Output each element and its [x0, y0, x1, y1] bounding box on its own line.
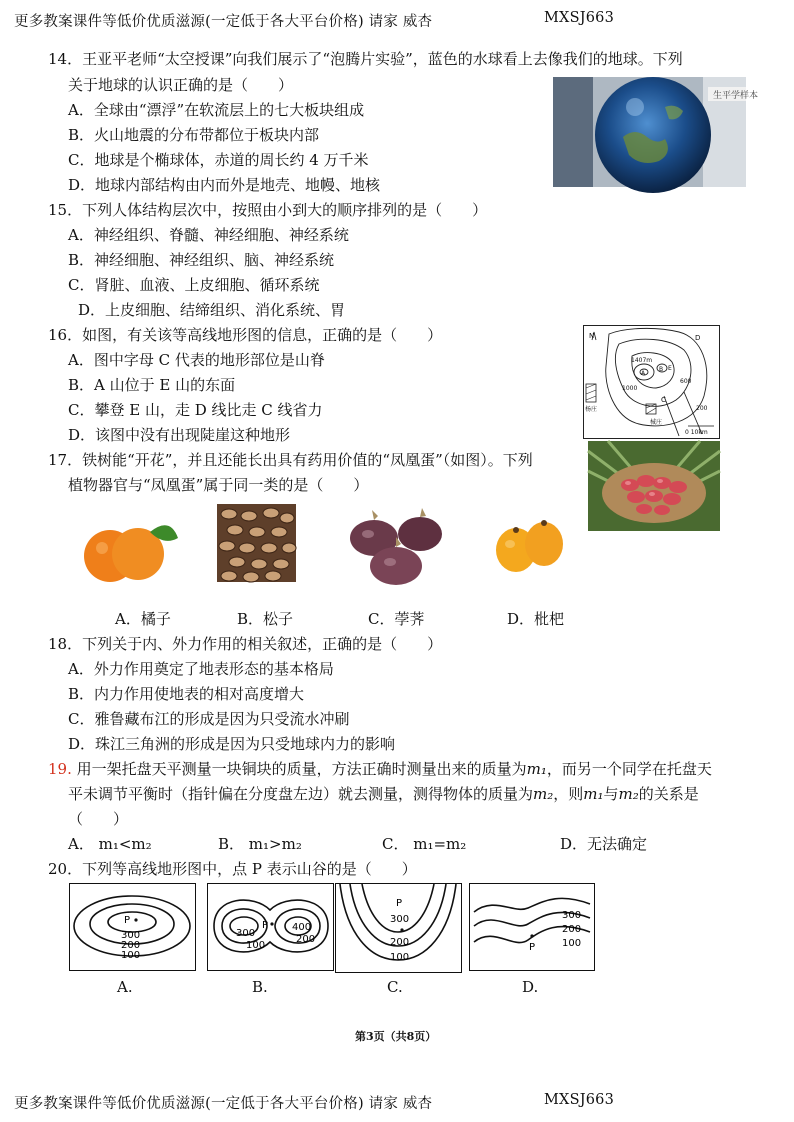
- q20-option-c: C.: [387, 978, 403, 996]
- q19-option-b: B． m₁>m₂: [218, 835, 302, 853]
- q16-option-a: A．图中字母 C 代表的地形部位是山脊: [68, 351, 325, 369]
- q18-option-a: A．外力作用奠定了地表形态的基本格局: [68, 660, 334, 678]
- loquat-image: [492, 514, 566, 578]
- map-village-2: 械庄: [650, 419, 663, 426]
- q19-stem-line1: [48, 760, 712, 778]
- map-north-label: N: [589, 332, 595, 340]
- q19-stem-line3: （ ）: [68, 810, 129, 828]
- map-label-a: A: [641, 370, 646, 377]
- map-contour-200: 200: [696, 405, 708, 412]
- diag-b-400: 400: [292, 922, 312, 933]
- q17-stem-line2: 植物器官与“凤凰蛋”属于同一类的是（ ）: [68, 476, 369, 494]
- tangerine-image: [80, 510, 180, 590]
- q20-option-b: B.: [252, 978, 268, 996]
- q16-option-c: C．攀登 E 山，走 D 线比走 C 线省力: [68, 401, 323, 419]
- map-label-e: E: [668, 365, 672, 372]
- diag-a-200: 200: [121, 940, 141, 951]
- q19-stem-line2: [68, 785, 699, 803]
- map-label-c: C: [661, 396, 666, 404]
- q17-option-a: A．橘子: [115, 610, 171, 628]
- contour-map-figure: [583, 325, 720, 439]
- q19-stem2-d: 的关系是: [638, 785, 699, 803]
- diag-b-100: 100: [246, 940, 266, 951]
- q14-option-d: D．地球内部结构由内而外是地壳、地幔、地核: [68, 176, 381, 194]
- diag-c-p: P: [396, 898, 403, 909]
- pine-nuts-image: [217, 504, 296, 582]
- q19-m1-b: m₁: [583, 785, 604, 803]
- q19-option-c: C． m₁=m₂: [382, 835, 467, 853]
- contour-diagram-d: [469, 883, 595, 971]
- q15-option-c: C．肾脏、血液、上皮细胞、循环系统: [68, 276, 320, 294]
- q19-stem1-a: 用一架托盘天平测量一块铜块的质量，方法正确时测量出来的质量为: [71, 760, 527, 778]
- contour-diagram-c: [335, 883, 462, 973]
- contour-diagram-b: [207, 883, 334, 971]
- diag-b-200: 200: [296, 934, 316, 945]
- diag-c-200: 200: [390, 937, 410, 948]
- footer-banner: [14, 1092, 432, 1113]
- q14-option-b: B．火山地震的分布带都位于板块内部: [68, 126, 320, 144]
- contour-diagram-a: [69, 883, 196, 971]
- header-code: MXSJ663: [544, 10, 614, 26]
- header-text: 更多教案课件等低价优质滋源(一定低于各大平台价格) 请家 威杏: [14, 14, 433, 30]
- map-label-b: B: [659, 366, 664, 373]
- q19-stem2-b: ，则: [553, 785, 584, 803]
- diag-d-200: 200: [562, 924, 582, 935]
- q19-option-a: A． m₁<m₂: [68, 835, 152, 853]
- q18-option-d: D．珠江三角洲的形成是因为只受地球内力的影响: [68, 735, 396, 753]
- q14-stem-line1: 14．王亚平老师“太空授课”向我们展示了“泡腾片实验”，蓝色的水球看上去像我们的地球。下列: [48, 50, 683, 68]
- q19-stem1-b: ，而另一个同学在托盘天: [546, 760, 712, 778]
- q19-m2: m₂: [533, 785, 554, 803]
- footer-text: 更多教案课件等低价优质滋源(一定低于各大平台价格) 请家 威杏: [14, 1096, 433, 1112]
- q17-stem-line1: 17．铁树能“开花”，并且还能长出具有药用价值的“凤凰蛋”（如图）。下列: [48, 451, 533, 469]
- q17-option-c: C．荸荠: [368, 610, 425, 628]
- diag-d-100: 100: [562, 938, 582, 949]
- q15-option-b: B．神经细胞、神经组织、脑、神经系统: [68, 251, 335, 269]
- diag-c-300: 300: [390, 914, 410, 925]
- q19-stem2-a: 平未调节平衡时（指针偏在分度盘左边）就去测量，测得物体的质量为: [68, 785, 534, 803]
- page-number: 第3页（共8页）: [355, 1030, 437, 1043]
- diag-b-300: 300: [236, 928, 256, 939]
- water-globe-photo: [553, 77, 759, 187]
- phoenix-egg-photo: [588, 441, 720, 531]
- q19-m2-b: m₂: [618, 785, 639, 803]
- diag-a-p: P: [124, 915, 131, 926]
- diag-a-300: 300: [121, 930, 141, 941]
- q19-stem2-c: 与: [603, 785, 619, 803]
- q19-option-d: D．无法确定: [560, 835, 648, 853]
- diag-a-100: 100: [121, 950, 141, 961]
- q14-option-a: A．全球由“漂浮”在软流层上的七大板块组成: [68, 101, 365, 119]
- q20-option-a: A.: [117, 978, 133, 996]
- q17-option-d: D．枇杷: [507, 610, 565, 628]
- q18-stem: 18．下列关于内、外力作用的相关叙述，正确的是（ ）: [48, 635, 443, 653]
- q15-stem: 15．下列人体结构层次中，按照由小到大的顺序排列的是（ ）: [48, 201, 488, 219]
- map-village-1: 杨庄: [585, 406, 598, 413]
- q14-option-c: C．地球是个椭球体，赤道的周长约 4 万千米: [68, 151, 369, 169]
- q17-option-b: B．松子: [237, 610, 294, 628]
- map-contour-1000: 1000: [622, 385, 638, 392]
- q14-stem-line2: 关于地球的认识正确的是（ ）: [68, 76, 294, 94]
- water-chestnut-image: [344, 508, 448, 588]
- diag-c-100: 100: [390, 952, 410, 963]
- q16-option-d: D．该图中没有出现陡崖这种地形: [68, 426, 291, 444]
- diag-d-300: 300: [562, 910, 582, 921]
- map-peak-elev: 1407m: [631, 357, 653, 364]
- q20-option-d: D.: [522, 978, 539, 996]
- q20-stem: 20．下列等高线地形图中，点 P 表示山谷的是（ ）: [48, 860, 417, 878]
- q16-option-b: B．A 山位于 E 山的东面: [68, 376, 236, 394]
- footer-code: MXSJ663: [544, 1092, 614, 1108]
- photo-caption: 生平学样本: [713, 91, 759, 101]
- q18-option-b: B．内力作用使地表的相对高度增大: [68, 685, 305, 703]
- q16-stem: 16．如图，有关该等高线地形图的信息，正确的是（ ）: [48, 326, 443, 344]
- diag-d-p: P: [529, 942, 536, 953]
- map-label-d: D: [695, 334, 701, 342]
- q18-option-c: C．雅鲁藏布江的形成是因为只受流水冲刷: [68, 710, 350, 728]
- header-banner: [14, 10, 432, 31]
- q15-option-a: A．神经组织、脊髓、神经细胞、神经系统: [68, 226, 349, 244]
- q19-m1: m₁: [526, 760, 547, 778]
- map-scale: 0 10km: [685, 429, 708, 436]
- map-contour-600: 600: [680, 378, 692, 385]
- diag-b-p: P: [262, 920, 269, 931]
- q15-option-d: D．上皮细胞、结缔组织、消化系统、胃: [78, 301, 346, 319]
- q19-number: 19.: [48, 760, 72, 778]
